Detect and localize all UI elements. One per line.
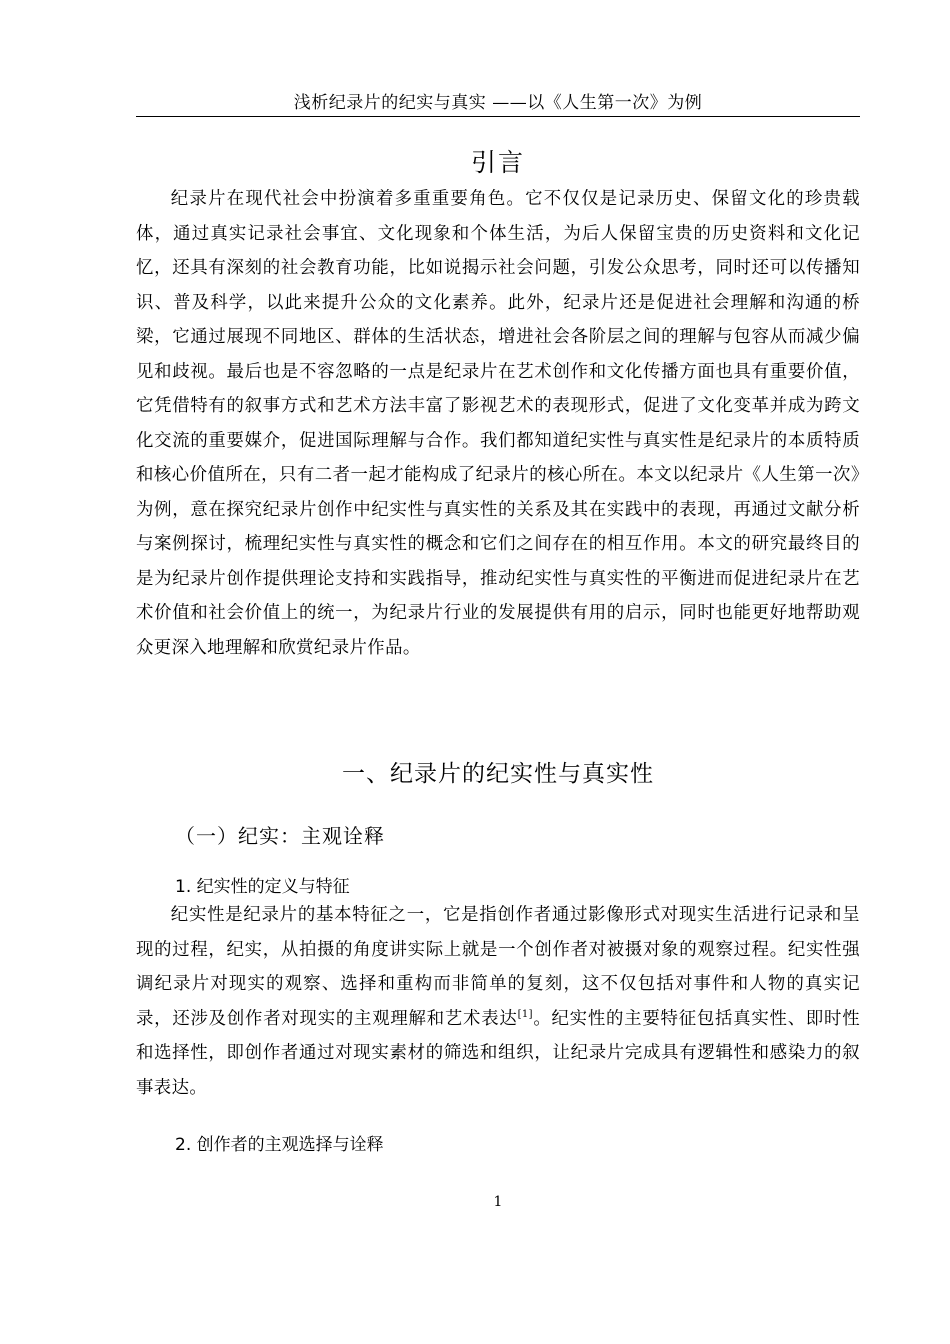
section-1-title: 一、纪录片的纪实性与真实性	[342, 761, 654, 787]
item-1-paragraph	[136, 898, 860, 1105]
item-2-title: 2. 创作者的主观选择与诠释	[175, 1135, 384, 1155]
page-number: 1	[493, 1194, 503, 1210]
citation-marker[interactable]: [1]	[517, 1008, 533, 1020]
item-1-title: 1. 纪实性的定义与特征	[175, 877, 350, 897]
item-1-paragraph-text: 纪实性是纪录片的基本特征之一，它是指创作者通过影像形式对现实生活进行记录和呈现的过程，纪实，从拍摄的角度讲实际上就是一个创作者对被摄对象的观察过程。纪实性强调纪录片对现实的观察、选择和重构而非简单的复刻，这不仅包括对事件和人物的真实记录，还涉及创作者对现实的主观理解和艺术表达	[136, 905, 860, 1029]
item-1-paragraph-continued: 。纪实性的主要特征包括真实性、即时性和选择性，即创作者通过对现实素材的筛选和组织，让纪录片完成具有逻辑性和感染力的叙事表达。	[136, 1008, 861, 1098]
introduction-paragraph: 纪录片在现代社会中扮演着多重重要角色。它不仅仅是记录历史、保留文化的珍贵载体，通过真实记录社会事宜、文化现象和个体生活，为后人保留宝贵的历史资料和文化记忆，还具有深刻的社会教育功能，比如说揭示社会问题，引发公众思考，同时还可以传播知识、普及科学，以此来提升公众的文化素养。此外，纪录片还是促进社会理解和沟通的桥梁，它通过展现不同地区、群体的生活状态，增进社会各阶层之间的理解与包容从而减少偏见和歧视。最后也是不容忽略的一点是纪录片在艺术创作和文化传播方面也具有重要价值，它凭借特有的叙事方式和艺术方法丰富了影视艺术的表现形式，促进了文化变革并成为跨文化交流的重要媒介，促进国际理解与合作。我们都知道纪实性与真实性是纪录片的本质特质和核心价值所在，只有二者一起才能构成了纪录片的核心所在。本文以纪录片《人生第一次》为例，意在探究纪录片创作中纪实性与真实性的关系及其在实践中的表现，再通过文献分析与案例探讨，梳理纪实性与真实性的概念和它们之间存在的相互作用。本文的研究最终目的是为纪录片创作提供理论支持和实践指导，推动纪实性与真实性的平衡进而促进纪录片在艺术价值和社会价值上的统一，为纪录片行业的发展提供有用的启示，同时也能更好地帮助观众更深入地理解和欣赏纪录片作品。	[136, 189, 860, 658]
introduction-title: 引言	[470, 148, 525, 177]
subsection-1-title: （一）纪实：主观诠释	[175, 824, 385, 848]
running-header: 浅析纪录片的纪实与真实 ——以《人生第一次》为例	[136, 92, 860, 117]
